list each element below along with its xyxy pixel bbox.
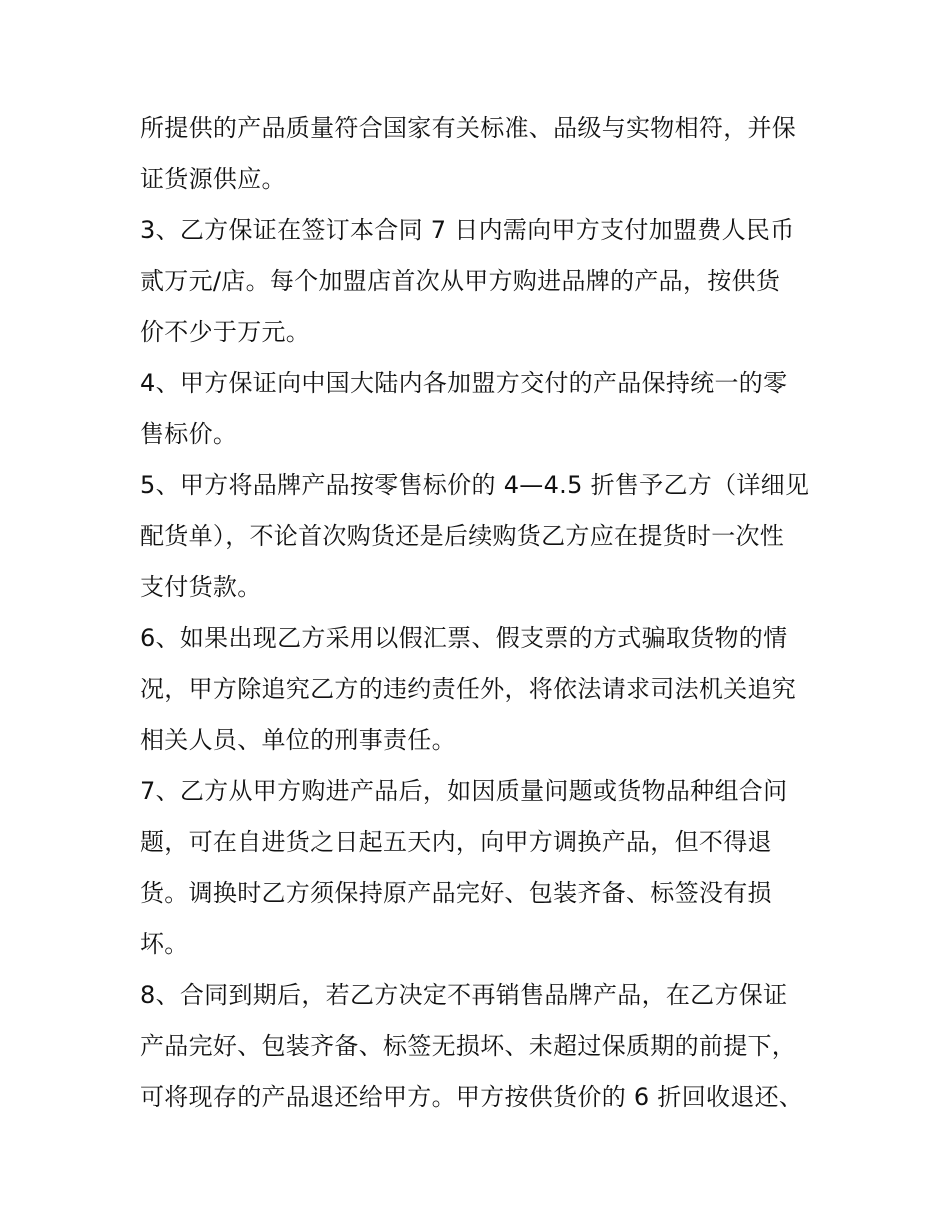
clause-6-line-2: 况，甲方除追究乙方的违约责任外，将依法请求司法机关追究 bbox=[140, 675, 797, 703]
clause-5-line-2: 配货单），不论首次购货还是后续购货乙方应在提货时一次性 bbox=[140, 522, 785, 550]
clause-8-line-3: 可将现存的产品退还给甲方。甲方按供货价的 6 折回收退还、 bbox=[140, 1083, 804, 1111]
clause-7-line-4: 坏。 bbox=[140, 930, 189, 958]
clause-3-line-3: 价不少于万元。 bbox=[140, 318, 311, 346]
clause-5-line-3: 支付货款。 bbox=[140, 573, 262, 601]
clause-7-line-3: 货。调换时乙方须保持原产品完好、包装齐备、标签没有损 bbox=[140, 879, 772, 907]
clause-8-line-1: 8、合同到期后，若乙方决定不再销售品牌产品，在乙方保证 bbox=[140, 981, 788, 1009]
clause-6-line-1: 6、如果出现乙方采用以假汇票、假支票的方式骗取货物的情 bbox=[140, 624, 788, 652]
document-body bbox=[140, 103, 820, 1123]
text-line-2: 证货源供应。 bbox=[140, 165, 286, 193]
clause-3-line-2: 贰万元/店。每个加盟店首次从甲方购进品牌的产品，按供货 bbox=[140, 267, 781, 295]
clause-6-line-3: 相关人员、单位的刑事责任。 bbox=[140, 726, 456, 754]
clause-4-line-1: 4、甲方保证向中国大陆内各加盟方交付的产品保持统一的零 bbox=[140, 369, 788, 397]
clause-7-line-2: 题，可在自进货之日起五天内，向甲方调换产品，但不得退 bbox=[140, 828, 772, 856]
clause-8-line-2: 产品完好、包装齐备、标签无损坏、未超过保质期的前提下， bbox=[140, 1032, 797, 1060]
clause-3-line-1: 3、乙方保证在签订本合同 7 日内需向甲方支付加盟费人民币 bbox=[140, 216, 795, 244]
clause-5-line-1: 5、甲方将品牌产品按零售标价的 4—4.5 折售予乙方（详细见 bbox=[140, 471, 810, 499]
clause-7-line-1: 7、乙方从甲方购进产品后，如因质量问题或货物品种组合问 bbox=[140, 777, 788, 805]
text-line-1: 所提供的产品质量符合国家有关标准、品级与实物相符，并保 bbox=[140, 114, 797, 142]
clause-4-line-2: 售标价。 bbox=[140, 420, 238, 448]
